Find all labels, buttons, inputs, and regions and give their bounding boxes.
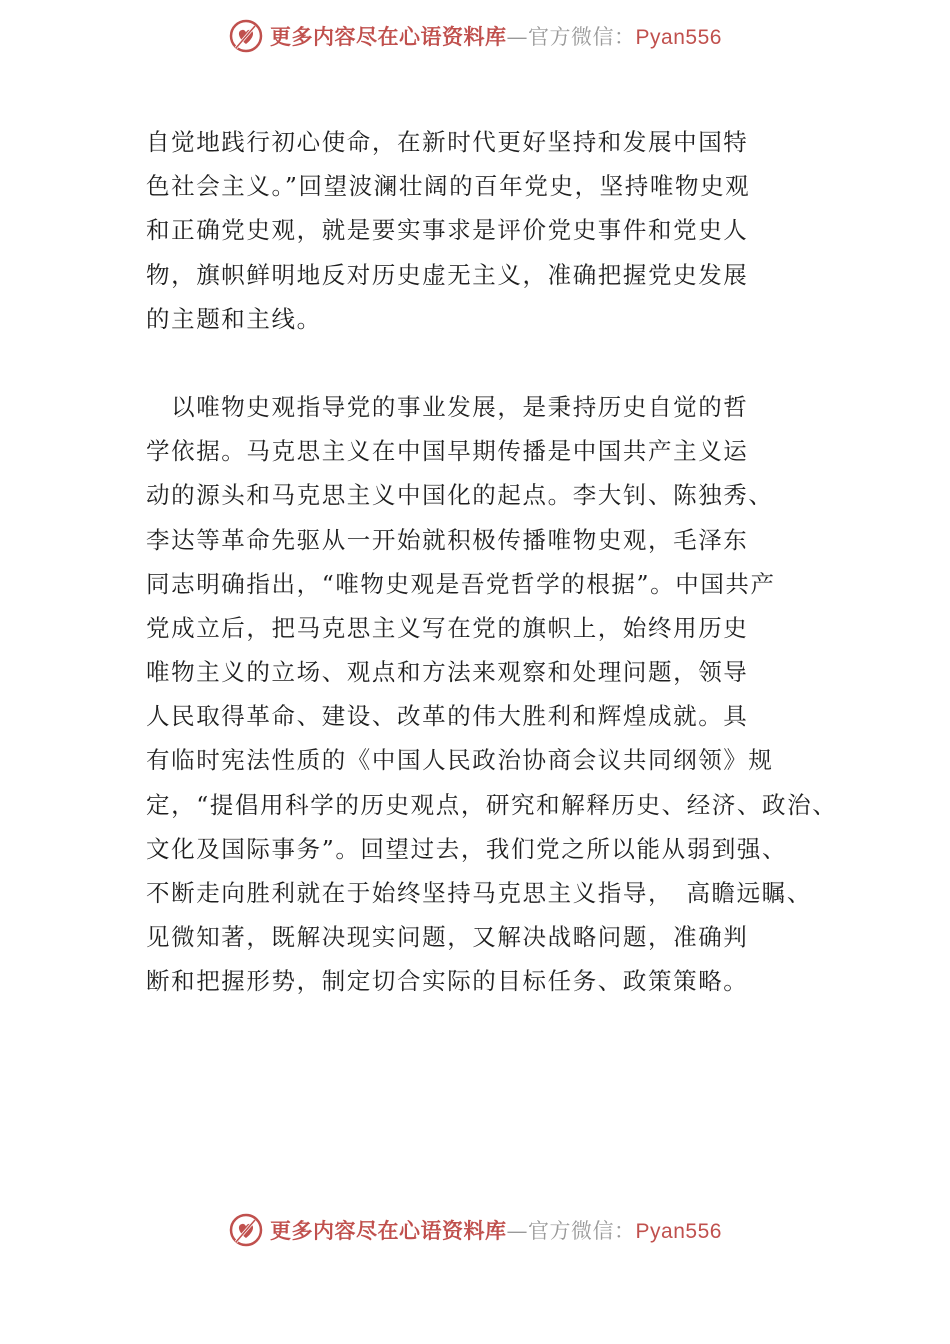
text-line: 文化及国际事务”。回望过去，我们党之所以能从弱到强、 [146, 834, 788, 863]
header-main-text: 更多内容尽在心语资料库 [270, 24, 507, 49]
text-line: 党成立后，把马克思主义写在党的旗帜上，始终用历史 [146, 613, 749, 642]
paragraph-1 [146, 120, 846, 341]
footer-text [270, 1215, 722, 1245]
text-line: 断和把握形势，制定切合实际的目标任务、政策策略。 [146, 967, 749, 996]
text-line: 唯物主义的立场、观点和方法来观察和处理问题，领导 [146, 658, 749, 687]
text-line: 色社会主义。”回望波澜壮阔的百年党史，坚持唯物史观 [146, 172, 751, 201]
text-line: 物，旗帜鲜明地反对历史虚无主义，准确把握党史发展 [146, 260, 749, 289]
text-line: 学依据。马克思主义在中国早期传播是中国共产主义运 [146, 437, 749, 466]
text-line: 人民取得革命、建设、改革的伟大胜利和辉煌成就。具 [146, 702, 749, 731]
text-line: 自觉地践行初心使命，在新时代更好坚持和发展中国特 [146, 128, 749, 156]
footer-sub-text: 官方微信： [528, 1219, 636, 1243]
header-banner [0, 14, 950, 58]
footer-wechat-id: Pyan556 [635, 1220, 722, 1243]
paragraph-2 [146, 385, 846, 1004]
heart-pen-logo-icon [228, 18, 264, 54]
text-line: 和正确党史观，就是要实事求是评价党史事件和党史人 [146, 216, 749, 245]
text-line: 李达等革命先驱从一开始就积极传播唯物史观，毛泽东 [146, 525, 749, 554]
header-text [270, 21, 722, 51]
header-dash: — [506, 25, 529, 49]
text-line: 定，“提倡用科学的历史观点，研究和解释历史、经济、政治、 [146, 790, 838, 819]
heart-pen-logo-icon [228, 1212, 264, 1248]
text-line: 动的源头和马克思主义中国化的起点。李大钊、陈独秀、 [146, 481, 774, 510]
footer-dash: — [506, 1219, 529, 1243]
document-body [146, 120, 846, 1004]
footer-banner [0, 1208, 950, 1252]
text-line: 不断走向胜利就在于始终坚持马克思主义指导， 高瞻远瞩、 [146, 879, 812, 907]
text-line: 的主题和主线。 [146, 304, 322, 333]
text-line: 同志明确指出，“唯物史观是吾党哲学的根据”。中国共产 [146, 569, 776, 598]
header-wechat-id: Pyan556 [635, 26, 722, 49]
footer-main-text: 更多内容尽在心语资料库 [270, 1218, 507, 1243]
text-line: 有临时宪法性质的《中国人民政治协商会议共同纲领》规 [146, 746, 774, 775]
header-sub-text: 官方微信： [528, 25, 636, 49]
text-line: 见微知著，既解决现实问题，又解决战略问题，准确判 [146, 923, 749, 952]
text-line: 以唯物史观指导党的事业发展，是秉持历史自觉的哲 [146, 392, 749, 421]
